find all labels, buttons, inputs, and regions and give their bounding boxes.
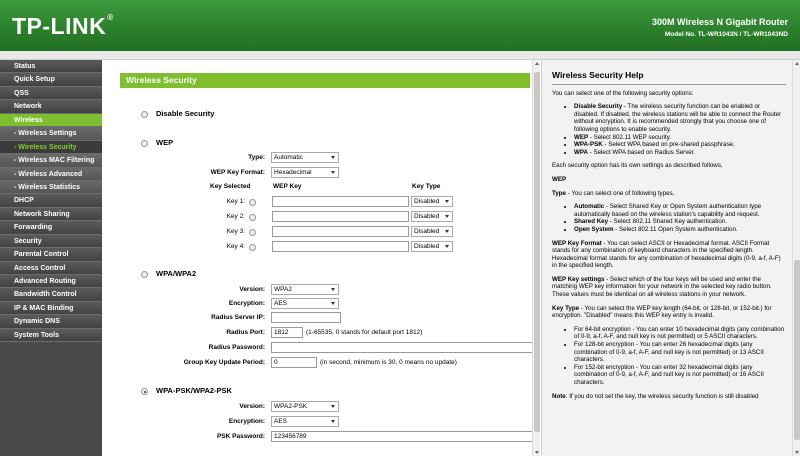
key1-label: Key 1:: [226, 198, 245, 205]
psk-version-label: Version:: [239, 403, 265, 410]
key1-type-value: Disabled: [414, 198, 440, 205]
sidebar-item-security[interactable]: Security: [0, 235, 102, 248]
wpa-psk-radio[interactable]: [141, 388, 148, 395]
help-options-list: [574, 103, 786, 156]
wep-label: WEP: [156, 138, 174, 147]
key4-type-value: Disabled: [414, 243, 440, 250]
help-note: Note: If you do not set the key, the wireless security function is still disabled: [552, 392, 759, 400]
key1-input[interactable]: [272, 196, 409, 207]
key2-label: Key 2:: [226, 213, 245, 220]
key3-label: Key 3:: [226, 228, 245, 235]
help-type: Type - You can select one of following types,: [552, 189, 675, 197]
radius-port-label: Radius Port:: [226, 329, 265, 336]
wpa-radio[interactable]: [141, 271, 148, 278]
wep-type-value: Automatic: [274, 154, 303, 161]
section-title: Wireless Security: [120, 73, 530, 88]
sidebar-item-wireless-statistics[interactable]: - Wireless Statistics: [0, 181, 102, 194]
chevron-down-icon: [331, 156, 335, 159]
key2-radio[interactable]: [249, 214, 256, 221]
scroll-up-icon[interactable]: [535, 62, 539, 65]
help-key-type: Key Type - You can select the WEP key length (64-bit, or 128-bit, or 152-bit.) for encryption. "Disabled" means this WEP key entry is invalid.: [552, 304, 772, 320]
help-option-disable: • Disable Security - The wireless security function can be enabled or disabled. If disabled, the wireless stations will be able to connect the Router without encryption. It is recommended strongly that you choose one of following options to enable security.: [574, 103, 786, 133]
key4-label: Key 4:: [226, 243, 245, 250]
help-title: Wireless Security Help: [552, 70, 644, 80]
psk-password-label: PSK Password:: [216, 433, 265, 440]
wpa-version-value: WPA2: [274, 286, 292, 293]
wpa-version-label: Version:: [239, 286, 265, 293]
wpa-encryption-value: AES: [274, 300, 288, 307]
help-intro: You can select one of the following security options:: [552, 89, 694, 97]
top-banner: [0, 0, 800, 51]
model-title: 300M Wireless N Gigabit Router: [652, 17, 788, 27]
radius-password-input[interactable]: [271, 342, 532, 353]
key3-radio[interactable]: [249, 229, 256, 236]
registered-mark: ®: [107, 13, 114, 22]
header-divider: [0, 51, 800, 60]
help-bits-152: • For 152-bit encryption - You can enter 32 hexadecimal digits (any combination of 0-9, a-f, A-F, and null key is not permitted) or 16 ASCII characters.: [574, 364, 786, 387]
key3-type-value: Disabled: [414, 228, 440, 235]
sidebar-item-qss[interactable]: QSS: [0, 87, 102, 100]
wep-type-select[interactable]: [271, 152, 339, 163]
sidebar-item-dhcp[interactable]: DHCP: [0, 194, 102, 207]
main-scrollbar[interactable]: [532, 60, 540, 456]
scroll-up-icon[interactable]: [795, 62, 799, 65]
help-scrollbar[interactable]: [792, 60, 800, 456]
chevron-down-icon: [445, 230, 449, 233]
wpa-encryption-label: Encryption:: [228, 300, 265, 307]
chevron-down-icon: [445, 245, 449, 248]
chevron-down-icon: [331, 288, 335, 291]
key3-input[interactable]: [272, 226, 409, 237]
disable-security-radio[interactable]: [141, 111, 148, 118]
key4-radio[interactable]: [249, 244, 256, 251]
help-bits-128: • For 128-bit encryption - You can enter 26 hexadecimal digits (any combination of 0-9, a-f, A-F, and null key is not permitted) or 13 ASCII characters.: [574, 341, 786, 364]
radius-port-note: (1-65535, 0 stands for default port 1812): [306, 329, 423, 336]
sidebar-item-ip-mac-binding[interactable]: IP & MAC Binding: [0, 302, 102, 315]
col-key-selected: Key Selected: [210, 183, 251, 190]
help-type-automatic: • Automatic - Select Shared Key or Open System authentication type automatically based on the wireless station's capability and request.: [574, 203, 786, 218]
chevron-down-icon: [445, 200, 449, 203]
main-scrollbar-thumb[interactable]: [534, 72, 540, 432]
help-option-wpa-psk: • WPA-PSK - Select WPA based on pre-shared passphrase.: [574, 141, 786, 149]
col-key-type: Key Type: [412, 183, 441, 190]
radius-password-label: Radius Password:: [208, 344, 265, 351]
radius-server-ip-input[interactable]: [271, 312, 341, 323]
help-type-list: [574, 203, 786, 233]
help-scrollbar-thumb[interactable]: [794, 260, 800, 440]
chevron-down-icon: [331, 420, 335, 423]
help-divider: [552, 84, 786, 85]
help-type-shared: • Shared Key - Select 802.11 Shared Key authentication.: [574, 218, 786, 226]
radius-server-ip-label: Radius Server IP:: [211, 314, 265, 321]
main-content: [102, 60, 532, 456]
sidebar-item-wireless-mac-filtering[interactable]: - Wireless MAC Filtering: [0, 154, 102, 167]
help-bits-list: [574, 326, 786, 387]
psk-version-value: WPA2-PSK: [274, 403, 308, 410]
psk-encryption-select[interactable]: [271, 416, 339, 427]
help-key-format: WEP Key Format - You can select ASCII or Hexadecimal format. ASCII Format stands for any combination of keyboard characters in the specified length. Hexadecimal format stands for any combination of hexadecimal digits (0-9, a-f, A-F) in the specified length.: [552, 239, 781, 270]
help-type-open: • Open System - Select 802.11 Open System authentication.: [574, 226, 786, 234]
wpa-psk-label: WPA-PSK/WPA2-PSK: [156, 386, 232, 395]
sidebar-item-forwarding[interactable]: Forwarding: [0, 221, 102, 234]
help-option-wep: • WEP - Select 802.11 WEP security.: [574, 134, 786, 142]
group-key-update-label: Group Key Update Period:: [183, 359, 265, 366]
scroll-down-icon[interactable]: [795, 451, 799, 454]
psk-encryption-label: Encryption:: [228, 418, 265, 425]
key2-type-select[interactable]: [411, 211, 453, 222]
sidebar-item-network-sharing[interactable]: Network Sharing: [0, 208, 102, 221]
brand-text: TP-LINK: [12, 13, 107, 39]
sidebar-item-status[interactable]: Status: [0, 60, 102, 73]
help-each: Each security option has its own settings as described follows,: [552, 162, 723, 170]
chevron-down-icon: [331, 171, 335, 174]
sidebar-menu: [0, 60, 102, 456]
key3-type-select[interactable]: [411, 226, 453, 237]
help-panel: [541, 60, 792, 456]
wep-key-format-select[interactable]: [271, 167, 339, 178]
key1-radio[interactable]: [249, 199, 256, 206]
sidebar-item-wireless-settings[interactable]: - Wireless Settings: [0, 127, 102, 140]
help-wep-heading: WEP: [552, 175, 567, 183]
psk-encryption-value: AES: [274, 418, 288, 425]
tp-link-logo: [12, 13, 114, 40]
key4-input[interactable]: [272, 241, 409, 252]
key2-input[interactable]: [272, 211, 409, 222]
wep-key-format-label: WEP Key Format:: [210, 169, 265, 176]
key4-type-select[interactable]: [411, 241, 453, 252]
radius-port-input[interactable]: 1812: [271, 327, 303, 338]
sidebar-item-network[interactable]: Network: [0, 100, 102, 113]
chevron-down-icon: [331, 302, 335, 305]
sidebar-item-wireless-advanced[interactable]: - Wireless Advanced: [0, 168, 102, 181]
help-bits-64: • For 64-bit encryption - You can enter 10 hexadecimal digits (any combination of 0-9, a-f, A-F, and null key is not permitted) or 5 ASCII characters.: [574, 326, 786, 341]
sidebar-item-quick-setup[interactable]: Quick Setup: [0, 73, 102, 86]
sidebar-item-access-control[interactable]: Access Control: [0, 262, 102, 275]
wpa-label: WPA/WPA2: [156, 269, 197, 278]
group-key-update-note: (in second, minimum is 30, 0 means no update): [320, 359, 457, 366]
sidebar-item-parental-control[interactable]: Parental Control: [0, 248, 102, 261]
sidebar-item-dynamic-dns[interactable]: Dynamic DNS: [0, 315, 102, 328]
scroll-down-icon[interactable]: [535, 451, 539, 454]
sidebar-item-wireless[interactable]: Wireless: [0, 114, 102, 127]
chevron-down-icon: [445, 215, 449, 218]
help-key-settings: WEP Key settings - Select which of the four keys will be used and enter the matching WEP key information for your network in the selected key radio button. These values must be identical on all wireless stations in your network.: [552, 275, 772, 299]
psk-password-input[interactable]: 123456789: [271, 431, 532, 442]
sidebar-item-bandwidth-control[interactable]: Bandwidth Control: [0, 288, 102, 301]
col-wep-key: WEP Key: [273, 183, 302, 190]
psk-version-select[interactable]: [271, 401, 339, 412]
wpa-encryption-select[interactable]: [271, 298, 339, 309]
wpa-version-select[interactable]: [271, 284, 339, 295]
sidebar-item-wireless-security[interactable]: - Wireless Security: [0, 141, 102, 154]
help-option-wpa: • WPA - Select WPA based on Radius Server.: [574, 149, 786, 157]
group-key-update-input[interactable]: 0: [271, 357, 317, 368]
key2-type-value: Disabled: [414, 213, 440, 220]
sidebar-item-system-tools[interactable]: System Tools: [0, 329, 102, 342]
sidebar-item-advanced-routing[interactable]: Advanced Routing: [0, 275, 102, 288]
wep-radio[interactable]: [141, 140, 148, 147]
chevron-down-icon: [331, 405, 335, 408]
model-number: Model No. TL-WR1043N / TL-WR1043ND: [664, 31, 788, 38]
key1-type-select[interactable]: [411, 196, 453, 207]
wep-key-format-value: Hexadecimal: [274, 169, 312, 176]
wep-type-label: Type:: [248, 154, 265, 161]
disable-security-label: Disable Security: [156, 109, 215, 118]
